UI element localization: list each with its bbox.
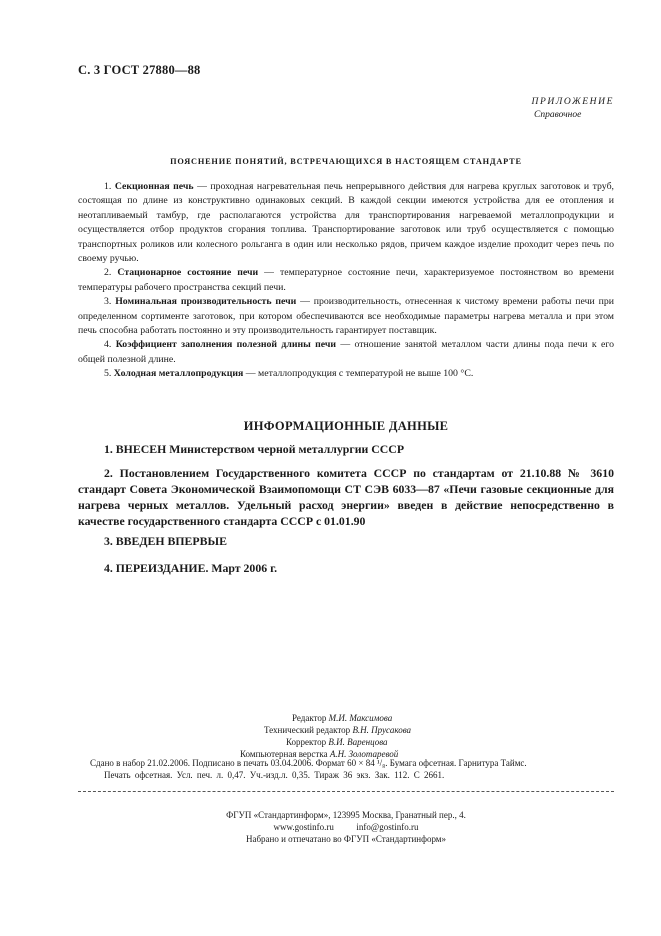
credit-name: А.Н. Золотаревой (329, 749, 399, 759)
definition-item (78, 295, 614, 338)
print-info (90, 757, 610, 781)
info-item: 1. ВНЕСЕН Министерством черной металлургии СССР (104, 442, 405, 456)
info-item: 4. ПЕРЕИЗДАНИЕ. Март 2006 г. (104, 561, 278, 575)
publisher-web: www.gostinfo.ru info@gostinfo.ru (273, 822, 419, 832)
definition-text: — температурное состояние печи, характеризуемое постоянством во времени температуры рабочего пространства секций печи. (78, 267, 615, 293)
definition-number: 3. (104, 296, 116, 308)
definition-text: — производительность, отнесенная к чистому времени работы печи при определенном сортименте заготовок, при котором обеспечиваются все необходимые параметры нагрева металла и при этом печь способна работать постоянно и эту производительность гарантирует поставщик. (78, 296, 615, 337)
definitions-list (78, 180, 614, 382)
appendix-subtitle: Справочное (534, 110, 582, 120)
credit-role: Корректор (286, 737, 329, 747)
info-item: 2. Постановлением Государственного комитета СССР по стандартам от 21.10.88 № 3610 стандарт Совета Экономической Взаимопомощи СТ СЭВ 6033—87 «Печи газовые секционные для нагрева черных металлов. Удельный расход энергии» введен в действие непосредственно в качестве государственного стандарта СССР с 01.01.90 (78, 466, 614, 528)
credit-role: Технический редактор (264, 725, 353, 735)
publisher-address: ФГУП «Стандартинформ», 123995 Москва, Гранатный пер., 4. (226, 810, 466, 820)
definition-text: — металлопродукция с температурой не выше 100 °С. (243, 368, 474, 380)
credit-name: В.Н. Прусакова (352, 725, 412, 735)
definition-item (78, 180, 614, 266)
appendix-label (474, 97, 614, 120)
definition-term: Холодная металлопродукция (113, 368, 244, 380)
definition-number: 5. (104, 368, 114, 380)
definition-term: Коэффициент заполнения полезной длины печи (115, 339, 337, 351)
credit-name: В.И. Варенцова (328, 737, 388, 747)
definition-number: 1. (104, 181, 115, 192)
definition-text: — проходная нагревательная печь непрерывного действия для нагрева круглых заготовок и труб, состоящая по длине из конструктивно одинаковых секций. В каждой секции имеются устройства для ее отопления и неотапливаемый тамбур, где располагаются устройства для транспортирования нагреваемой металлопродукции и осуществляется отбор продуктов сгорания топлива. Транспортирование заготовок или труб осуществляется с помощью транспортных роликов или колесного рольганга в один или несколько рядов, причем каждое изделие проходит через печь по своему ручью. (78, 181, 614, 265)
page-header: С. 3 ГОСТ 27880—88 (78, 63, 201, 77)
info-item: 3. ВВЕДЕН ВПЕРВЫЕ (104, 534, 227, 548)
section-title: ПОЯСНЕНИЕ ПОНЯТИЙ, ВСТРЕЧАЮЩИХСЯ В НАСТОЯЩЕМ СТАНДАРТЕ (170, 157, 522, 166)
publisher-note: Набрано и отпечатано во ФГУП «Стандартинформ» (245, 834, 447, 844)
credit-line (240, 724, 411, 736)
info-title: ИНФОРМАЦИОННЫЕ ДАННЫЕ (243, 419, 449, 433)
credit-role: Компьютерная верстка (240, 749, 330, 759)
publisher-block (78, 809, 614, 845)
definition-number: 2. (104, 267, 118, 279)
definition-term: Стационарное состояние печи (117, 267, 259, 279)
divider (78, 791, 614, 792)
credit-role: Редактор (292, 713, 329, 723)
appendix-title: ПРИЛОЖЕНИЕ (531, 97, 614, 107)
definition-term: Секционная печь (114, 181, 194, 192)
definition-item (78, 367, 614, 381)
definition-item (78, 266, 614, 295)
print-info-line: Сдано в набор 21.02.2006. Подписано в печать 03.04.2006. Формат 60 × 84 ¹/₈. Бумага офсетная. Гарнитура Таймс. (90, 758, 527, 768)
credit-line (240, 736, 411, 748)
credit-name: М.И. Максимова (328, 713, 393, 723)
credits-block (240, 712, 411, 760)
credit-line (240, 712, 411, 724)
definition-number: 4. (104, 339, 116, 351)
print-info-line: Печать офсетная. Усл. печ. л. 0,47. Уч.-изд.л. 0,35. Тираж 36 экз. Зак. 112. С 2661. (104, 770, 445, 780)
definition-text: — отношение занятой металлом части длины пода печи к его общей полезной длине. (78, 339, 615, 365)
definition-term: Номинальная производительность печи (115, 296, 297, 308)
definition-item (78, 338, 614, 367)
